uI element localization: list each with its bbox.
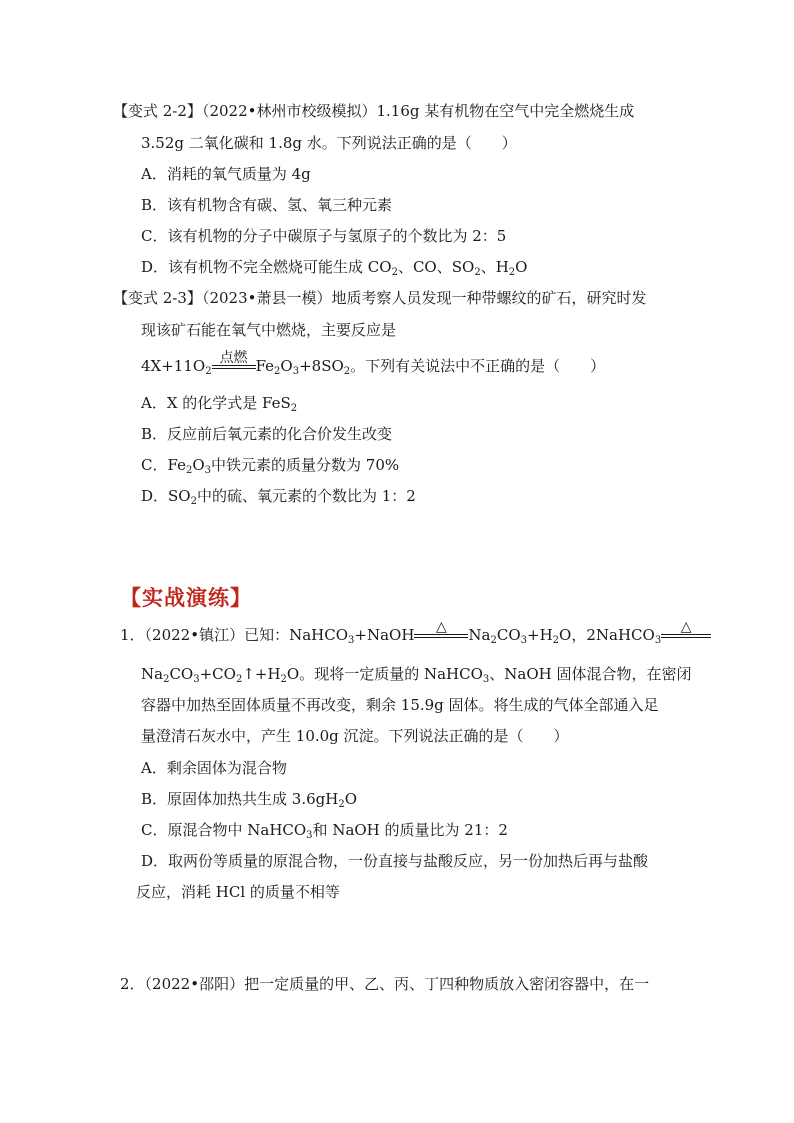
q23-equation: $4X+11O_2$ 点燃 $Fe_2O_3+8SO_2$。下列有关说法中不正确的是（ ） — [141, 350, 606, 377]
q2-number: 2． — [120, 975, 145, 993]
q22-option-a: A．消耗的氧气质量为 4g — [141, 165, 311, 183]
section-heading: 【实战演练】 — [120, 586, 252, 610]
q1-option-a: A．剩余固体为混合物 — [141, 759, 287, 777]
q1-line1: 1．（2022•镇江）已知：NaHCO$_3$+NaOH △ $Na_2CO_3+H_2O$，2NaHCO$_3$ △ — [120, 625, 711, 645]
q2-line1: 2．（2022•邵阳）把一定质量的甲、乙、丙、丁四种物质放入密闭容器中，在一 — [120, 975, 650, 993]
reaction-arrow-heat: △ — [414, 626, 468, 640]
q23-tag: 【变式 2-3】 — [113, 289, 202, 307]
q23-option-c: C．$Fe_2O_3$中铁元素的质量分数为 70% — [141, 456, 400, 476]
q22-option-d: D．该有机物不完全燃烧可能生成 $CO_2$、CO、$SO_2$、$H_2O$ — [141, 258, 528, 278]
q2-source: （2022•邵阳） — [144, 975, 245, 993]
q23-line1 — [113, 288, 646, 308]
q23-option-a: A．X 的化学式是 FeS$_2$ — [141, 394, 298, 414]
q22-source: （2022•林州市校级模拟） — [201, 102, 377, 120]
q1-option-b: B．原固体加热共生成 $3.6gH_2O$ — [141, 790, 358, 810]
q23-source: （2023•萧县一模） — [201, 289, 332, 307]
q1-option-d-line1: D．取两份等质量的原混合物，一份直接与盐酸反应，另一份加热后再与盐酸 — [141, 852, 649, 870]
q23-option-b: B．反应前后氧元素的化合价发生改变 — [141, 425, 393, 443]
q23-option-d: D．$SO_2$中的硫、氧元素的个数比为 1：2 — [141, 487, 416, 507]
q22-line1-rest: 1.16g 某有机物在空气中完全燃烧生成 — [376, 102, 635, 120]
reaction-arrow-heat-2: △ — [661, 626, 711, 640]
q1-line3: 容器中加热至固体质量不再改变，剩余 15.9g 固体。将生成的气体全部通入足 — [141, 696, 659, 714]
q22-option-b: B．该有机物含有碳、氢、氧三种元素 — [141, 196, 393, 214]
q22-line2: 3.52g 二氧化碳和 1.8g 水。下列说法正确的是（ ） — [141, 134, 517, 152]
q23-line1-rest: 地质考察人员发现一种带螺纹的矿石，研究时发 — [331, 289, 647, 307]
q22-tag: 【变式 2-2】 — [113, 102, 202, 120]
q1-option-d-line2: 反应，消耗 HCl 的质量不相等 — [136, 883, 340, 901]
q22-option-c: C．该有机物的分子中碳原子与氢原子的个数比为 2：5 — [141, 227, 507, 245]
q1-line2: $Na_2CO_3+CO_2↑+H_2O$。现将一定质量的 NaHCO$_3$、NaOH 固体混合物，在密闭 — [141, 665, 692, 685]
q22-line1 — [113, 101, 634, 121]
reaction-arrow-ignite: 点燃 — [212, 357, 256, 371]
q1-source: （2022•镇江） — [144, 626, 245, 644]
q1-number: 1． — [120, 626, 145, 644]
q1-line4: 量澄清石灰水中，产生 10.0g 沉淀。下列说法正确的是（ ） — [141, 727, 569, 745]
q1-option-c: C．原混合物中 NaHCO$_3$和 NaOH 的质量比为 21：2 — [141, 821, 508, 841]
q23-line2: 现该矿石能在氧气中燃烧，主要反应是 — [141, 321, 397, 339]
